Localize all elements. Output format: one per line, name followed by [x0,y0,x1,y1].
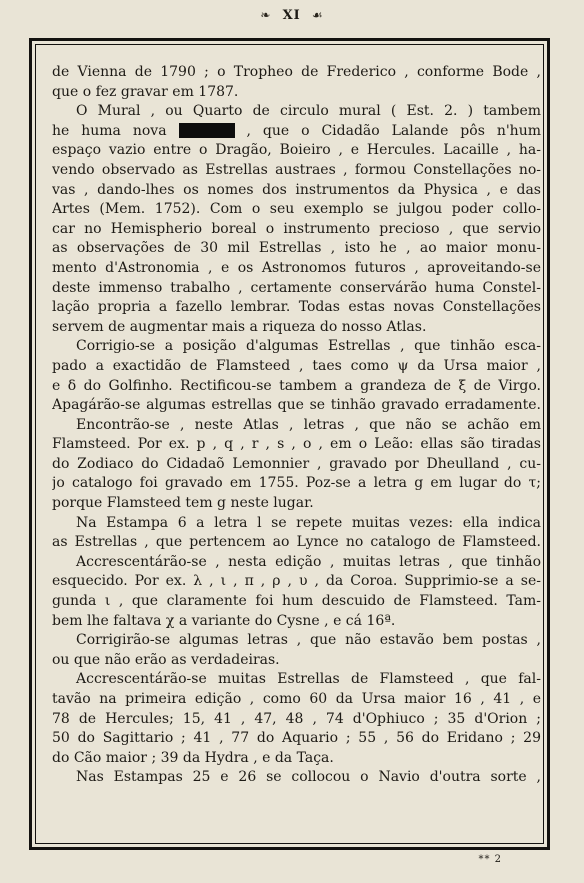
page-number: XI [282,8,301,23]
paragraph [52,768,541,788]
text-line: 78 de Hercules; 15, 41 , 47, 48 , 74 d'Ophiuco ; 35 d'Orion ; [52,710,541,727]
paragraph [52,514,541,553]
paragraph [52,670,541,768]
text-line: Nas Estampas 25 e 26 se collocou o Navio d'outra sorte , [76,769,541,786]
text-line: jo catalogo foi gravado em 1755. Poz-se a letra g em lugar do τ; [52,475,541,492]
right-ornament-icon: ☙ [311,8,324,22]
line-prefix: he huma nova [52,122,167,139]
text-line: Corrigio-se a posição d'algumas Estrellas , que tinhão esca- [76,338,541,355]
text-line: Flamsteed. Por ex. p , q , r , s , o , em o Leão: ellas são tiradas [52,436,541,453]
text-line: pado a exactidão de Flamsteed , taes como ψ da Ursa maior , [52,357,541,374]
paragraph [52,63,541,102]
text-line: Accrescentárão-se muitas Estrellas de Flamsteed , que fal- [76,671,541,688]
text-line: gunda ι , que claramente foi hum descuido de Flamsteed. Tam- [52,593,541,610]
page-header [0,8,584,23]
redaction-block [179,123,235,138]
text-line: Artes (Mem. 1752). Com o seu exemplo se julgou poder collo- [52,201,541,218]
paragraph [52,337,541,415]
text-line: que o fez gravar em 1787. [52,83,239,100]
text-line: Accrescentárão-se , nesta edição , muitas letras , que tinhão [76,553,541,570]
text-line: vendo observado as Estrellas austraes , formou Constellações no- [52,161,541,178]
text-line: servem de augmentar mais a riqueza do nosso Atlas. [52,318,427,335]
text-line: do Zodiaco do Cidadaõ Lemonnier , gravado por Dheulland , cu- [52,455,541,472]
text-line: mento d'Astronomia , e os Astronomos futuros , aproveitando-se [52,259,541,276]
body-text [52,63,541,788]
text-line: do Cão maior ; 39 da Hydra , e da Taça. [52,749,334,766]
text-line: porque Flamsteed tem g neste lugar. [52,495,314,512]
signature-mark: ** 2 [478,854,502,865]
text-line: Encontrão-se , neste Atlas , letras , que não se achão em [76,416,541,433]
text-line: Na Estampa 6 a letra l se repete muitas vezes: ella indica [76,514,541,531]
text-line: deste immenso trabalho , certamente conservárão huma Constel- [52,279,541,296]
text-line: he huma nova , que o Cidadão Lalande pôs n'hum [52,122,541,139]
text-line: bem lhe faltava χ a variante do Cysne , e cá 16ª. [52,612,396,629]
text-line: vas , dando-lhes os nomes dos instrumentos da Physica , e das [52,181,541,198]
text-line: O Mural , ou Quarto de circulo mural ( Est. 2. ) tambem [76,103,541,120]
text-line: lação propria a fazello lembrar. Todas estas novas Constellações [52,299,541,316]
text-line: tavão na primeira edição , como 60 da Ursa maior 16 , 41 , e [52,691,541,707]
text-line: e δ do Golfinho. Rectificou-se tambem a grandeza de ξ de Virgo. [52,377,541,394]
line-rest: que o Cidadão Lalande pôs n'hum [262,122,541,139]
text-line: as Estrellas , que pertencem ao Lynce no catalogo de Flamsteed. [52,534,541,551]
text-line: Corrigirão-se algumas letras , que não estavão bem postas , [76,632,541,649]
text-line: esquecido. Por ex. λ , ι , π , ρ , υ , da Coroa. Supprimio-se a se- [52,573,541,590]
text-line: 50 do Sagittario ; 41 , 77 do Aquario ; 55 , 56 do Eridano ; 29 [52,730,541,747]
paragraph [52,553,541,631]
text-line: espaço vazio entre o Dragão, Boieiro , e Hercules. Lacaille , ha- [52,142,541,159]
text-line: Apagárão-se algumas estrellas que se tinhão gravado erradamente. [52,397,541,414]
paragraph [52,102,541,337]
text-line: ou que não erão as verdadeiras. [52,651,280,668]
paragraph [52,631,541,670]
paragraph [52,416,541,514]
text-line: car no Hemispherio boreal o instrumento precioso , que servio [52,220,541,237]
text-line: de Vienna de 1790 ; o Tropheo de Frederico , conforme Bode , [52,64,541,80]
text-line: as observações de 30 mil Estrellas , isto he , ao maior monu- [52,240,541,257]
left-ornament-icon: ❧ [260,8,272,22]
